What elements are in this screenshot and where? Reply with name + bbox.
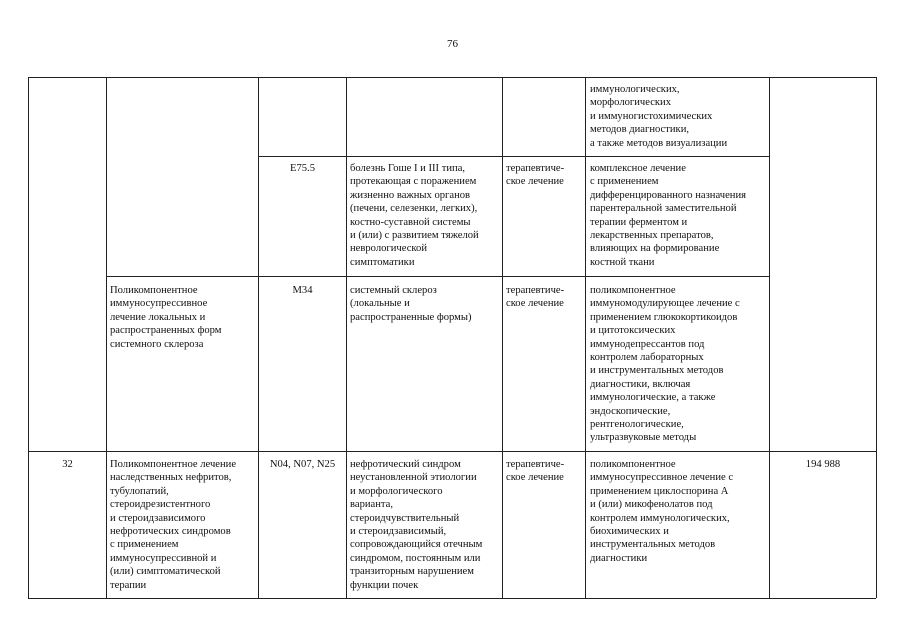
icd-code-cell: E75.5 bbox=[289, 163, 315, 174]
disease-cell: болезнь Гоше I и III типа, протекающая с поражением жизненно важных органов (печени, селезенки, легких), костно-суставной системы и (или) с развитием тяжелой неврологической симптоматики bbox=[350, 163, 479, 268]
table-bottom-border bbox=[28, 598, 876, 599]
column-divider bbox=[769, 77, 770, 598]
column-divider bbox=[106, 77, 107, 598]
procedure-cell: иммунологических, морфологических и иммуногистохимических методов диагностики, а также методов визуализации bbox=[590, 84, 728, 149]
treatment-type-cell: терапевтиче- ское лечение bbox=[506, 285, 565, 310]
row-divider bbox=[28, 451, 876, 452]
column-divider bbox=[585, 77, 586, 598]
column-divider bbox=[346, 77, 347, 598]
procedure-cell: поликомпонентное иммуномодулирующее лечение с применением глюкокортикоидов и цитотоксических иммунодепрессантов под контролем лабораторных и инструментальных методов диагностики, включая иммунологические, а также эндоскопические, рентгенологические, ультразвуковые методы bbox=[590, 285, 740, 444]
column-divider bbox=[258, 77, 259, 598]
column-divider bbox=[876, 77, 877, 598]
cost-cell: 194 988 bbox=[805, 459, 841, 470]
column-divider bbox=[502, 77, 503, 598]
row-divider bbox=[258, 156, 769, 157]
procedure-cell: комплексное лечение с применением дифференцированного назначения парентеральной заместительной терапии ферментом и лекарственных препаратов, влияющих на формирование костной ткани bbox=[590, 163, 746, 268]
procedure-cell: поликомпонентное иммуносупрессивное лечение с применением циклоспорина А и (или) микофенолатов под контролем иммунологических, биохимических и инструментальных методов диагностики bbox=[590, 459, 734, 564]
table-top-border bbox=[28, 77, 876, 78]
treatment-type-cell: терапевтиче- ское лечение bbox=[506, 163, 565, 188]
disease-cell: системный склероз (локальные и распространенные формы) bbox=[350, 285, 472, 323]
column-divider bbox=[28, 77, 29, 598]
row-divider bbox=[106, 276, 769, 277]
row-number-cell: 32 bbox=[62, 459, 73, 470]
treatment-type-cell: терапевтиче- ское лечение bbox=[506, 459, 565, 484]
page-number: 76 bbox=[447, 38, 458, 50]
care-type-name-cell: Поликомпонентное лечение наследственных нефритов, тубулопатий, стероидрезистентного и стероидзависимого нефротических синдромов с применением иммуносупрессивной и (или) симптоматической терапии bbox=[110, 459, 237, 591]
icd-code-cell: N04, N07, N25 bbox=[269, 459, 336, 470]
care-type-name-cell: Поликомпонентное иммуносупрессивное лечение локальных и распространенных форм системного склероза bbox=[110, 285, 222, 350]
disease-cell: нефротический синдром неустановленной этиологии и морфологического варианта, стероидчувствительный и стероидзависимый, сопровождающийся отечным синдромом, постоянным или транзиторным нарушением функции почек bbox=[350, 459, 483, 591]
icd-code-cell: M34 bbox=[292, 285, 313, 296]
